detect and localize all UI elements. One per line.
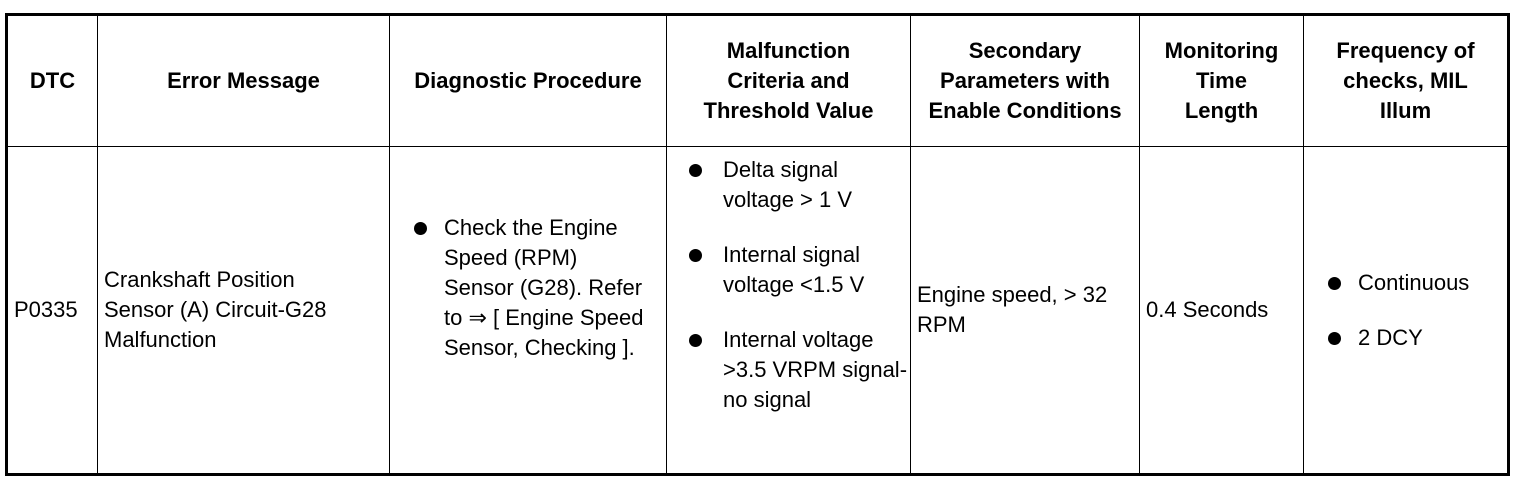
criteria-list <box>689 155 908 415</box>
monitoring-time: 0.4 Seconds <box>1140 147 1304 475</box>
error-message: Crankshaft Position Sensor (A) Circuit-G28 Malfunction <box>98 147 390 475</box>
procedure-text: Check the Engine Speed (RPM) Sensor (G28). Refer to ⇒ [ Engine Speed Sensor, Checking ]. <box>444 214 644 360</box>
header-frequency: Frequency of checks, MIL Illum <box>1304 15 1509 147</box>
diagnostic-procedure <box>390 147 667 475</box>
dtc-code: P0335 <box>7 147 98 475</box>
header-dtc: DTC <box>7 15 98 147</box>
header-malfunction-criteria: Malfunction Criteria and Threshold Value <box>667 15 911 147</box>
frequency-text: 2 DCY <box>1358 324 1423 350</box>
bullet-icon <box>689 334 702 347</box>
list-item <box>689 240 893 300</box>
bullet-icon <box>1328 332 1341 345</box>
bullet-icon <box>689 249 702 262</box>
header-monitoring-time: Monitoring Time Length <box>1140 15 1304 147</box>
list-item <box>689 325 913 415</box>
malfunction-criteria <box>667 147 911 475</box>
header-diagnostic-procedure: Diagnostic Procedure <box>390 15 667 147</box>
bullet-icon <box>414 222 427 235</box>
list-item <box>689 155 883 215</box>
procedure-list <box>414 213 660 363</box>
frequency-of-checks <box>1304 147 1509 475</box>
header-row <box>7 15 1509 147</box>
list-item <box>414 213 660 363</box>
header-secondary-parameters: Secondary Parameters with Enable Conditions <box>911 15 1140 147</box>
dtc-table <box>5 13 1510 476</box>
secondary-parameters: Engine speed, > 32 RPM <box>911 147 1140 475</box>
bullet-icon <box>1328 277 1341 290</box>
criteria-text: Internal voltage >3.5 VRPM signal- no signal <box>723 327 908 412</box>
header-error-message: Error Message <box>98 15 390 147</box>
bullet-icon <box>689 164 702 177</box>
list-item <box>1328 268 1501 298</box>
table-row <box>7 147 1509 475</box>
frequency-list <box>1328 268 1501 353</box>
criteria-text: Internal signal voltage <1.5 V <box>723 242 865 297</box>
frequency-text: Continuous <box>1358 269 1470 295</box>
list-item <box>1328 323 1501 353</box>
criteria-text: Delta signal voltage > 1 V <box>723 157 853 212</box>
